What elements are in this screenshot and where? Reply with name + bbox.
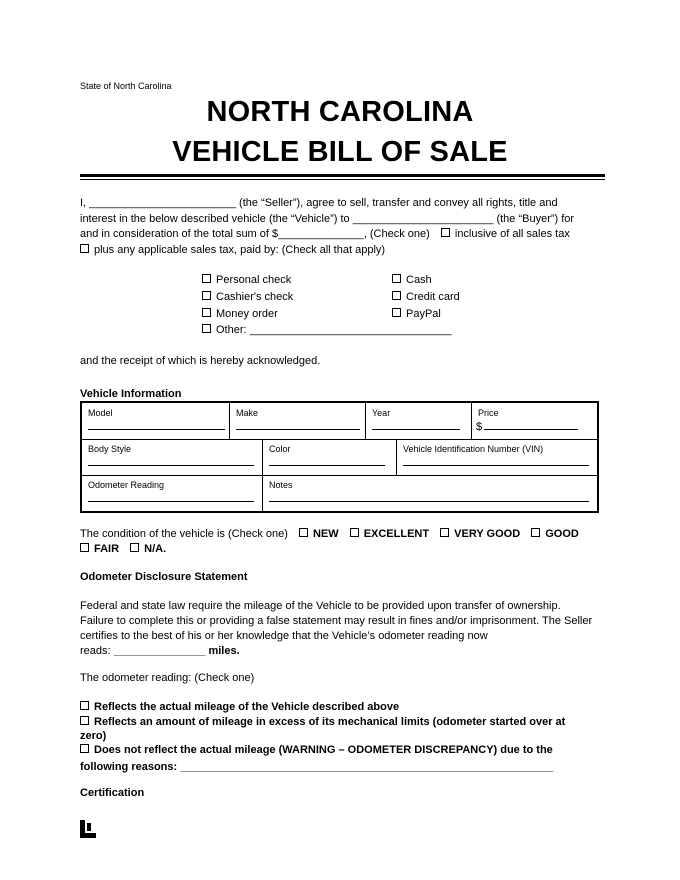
checkbox[interactable] xyxy=(202,274,211,283)
vin-label: Vehicle Identification Number (VIN) xyxy=(403,444,544,454)
brand-logo-icon xyxy=(80,820,96,838)
reads-prefix: reads: xyxy=(80,645,111,657)
dollar-sign: $ xyxy=(476,421,483,433)
payment-personal-check[interactable] xyxy=(202,274,291,286)
year-field-line[interactable] xyxy=(372,429,460,430)
notes-field-line[interactable] xyxy=(269,501,589,502)
payment-label: Other: _________________________________ xyxy=(216,324,452,336)
vin-field-line[interactable] xyxy=(403,465,589,466)
body-style-field-line[interactable] xyxy=(88,465,254,466)
odometer-heading: Odometer Disclosure Statement xyxy=(80,571,248,583)
odometer-field-line[interactable] xyxy=(88,501,254,502)
condition-very-good-label: VERY GOOD xyxy=(454,528,521,540)
make-label: Make xyxy=(236,408,259,418)
odometer-option-excess xyxy=(80,714,565,731)
notes-cell[interactable] xyxy=(263,475,597,511)
intro-line-3 xyxy=(80,226,570,243)
odometer-reads-line xyxy=(80,643,240,660)
checkbox[interactable] xyxy=(392,274,401,283)
checkbox[interactable] xyxy=(392,308,401,317)
state-label: State of North Carolina xyxy=(80,81,172,91)
model-field-line[interactable] xyxy=(88,429,225,430)
payment-label: Credit card xyxy=(406,291,460,303)
year-cell[interactable] xyxy=(366,403,472,439)
payment-paypal[interactable] xyxy=(392,308,441,320)
price-label: Price xyxy=(478,408,499,418)
color-label: Color xyxy=(269,444,291,454)
title-divider-thin xyxy=(80,179,605,180)
body-style-cell[interactable] xyxy=(82,439,263,475)
document-title-line1: NORTH CAROLINA xyxy=(206,96,474,128)
inclusive-tax-checkbox[interactable] xyxy=(441,228,450,237)
odometer-discrepancy-label: Does not reflect the actual mileage (WARNING – ODOMETER DISCREPANCY) due to the xyxy=(94,744,553,756)
table-row xyxy=(82,439,597,476)
condition-na-checkbox[interactable] xyxy=(130,543,139,552)
payment-money-order[interactable] xyxy=(202,308,278,320)
payment-label: PayPal xyxy=(406,308,441,320)
odometer-para-line-2: Failure to complete this or providing a false statement may result in fines and/or imprisonment. The Seller xyxy=(80,615,593,627)
intro-line-1: I, ________________________ (the “Seller”), agree to sell, transfer and convey all rights, title and xyxy=(80,197,558,209)
miles-field[interactable]: _______________ miles. xyxy=(113,645,240,657)
checkbox[interactable] xyxy=(202,308,211,317)
payment-label: Money order xyxy=(216,308,278,320)
payment-credit-card[interactable] xyxy=(392,291,460,303)
inclusive-tax-label: inclusive of all sales tax xyxy=(454,228,570,240)
model-label: Model xyxy=(88,408,113,418)
odometer-reading-cell[interactable] xyxy=(82,475,263,511)
condition-new-checkbox[interactable] xyxy=(299,528,308,537)
condition-na-label: N/A. xyxy=(144,543,167,555)
certification-heading: Certification xyxy=(80,787,145,799)
payment-cashiers-check[interactable] xyxy=(202,291,293,303)
make-cell[interactable] xyxy=(230,403,366,439)
payment-other[interactable] xyxy=(202,324,452,336)
vehicle-info-heading: Vehicle Information xyxy=(80,388,182,400)
payment-label: Cash xyxy=(406,274,432,286)
condition-fair-checkbox[interactable] xyxy=(80,543,89,552)
condition-good-label: GOOD xyxy=(545,528,579,540)
odometer-reading-label: Odometer Reading xyxy=(88,480,165,490)
intro-line-4 xyxy=(80,242,385,259)
condition-very-good-checkbox[interactable] xyxy=(440,528,449,537)
payment-cash[interactable] xyxy=(392,274,432,286)
payment-label: Cashier's check xyxy=(216,291,294,303)
odometer-option-excess-cont: zero) xyxy=(80,730,107,742)
price-field-line[interactable] xyxy=(484,429,578,430)
table-row xyxy=(82,475,597,511)
odometer-para-line-1: Federal and state law require the mileage of the Vehicle to be provided upon transfer of ownership. xyxy=(80,600,561,612)
odometer-para-line-3: certifies to the best of his or her knowledge that the Vehicle’s odometer reading now xyxy=(80,630,488,642)
plus-tax-label: plus any applicable sales tax, paid by: (Check all that apply) xyxy=(94,244,386,256)
odometer-option-discrepancy xyxy=(80,742,553,759)
condition-excellent-label: EXCELLENT xyxy=(363,528,430,540)
odometer-actual-checkbox[interactable] xyxy=(80,701,89,710)
table-row xyxy=(82,403,597,440)
intro-line-3-text: and in consideration of the total sum of $______________, (Check one) xyxy=(80,228,430,240)
checkbox[interactable] xyxy=(202,324,211,333)
odometer-excess-label: Reflects an amount of mileage in excess of its mechanical limits (odometer started over at xyxy=(94,716,566,728)
condition-prefix: The condition of the vehicle is (Check one) xyxy=(80,528,288,540)
condition-good-checkbox[interactable] xyxy=(531,528,540,537)
color-cell[interactable] xyxy=(263,439,397,475)
model-cell[interactable] xyxy=(82,403,230,439)
condition-excellent-checkbox[interactable] xyxy=(350,528,359,537)
odometer-discrepancy-checkbox[interactable] xyxy=(80,744,89,753)
make-field-line[interactable] xyxy=(236,429,360,430)
title-divider-thick xyxy=(80,174,605,177)
checkbox[interactable] xyxy=(392,291,401,300)
odometer-reading-prompt: The odometer reading: (Check one) xyxy=(80,672,255,684)
condition-fair-label: FAIR xyxy=(94,543,120,555)
body-style-label: Body Style xyxy=(88,444,132,454)
condition-new-label: NEW xyxy=(312,528,339,540)
condition-line-2 xyxy=(80,541,166,558)
checkbox[interactable] xyxy=(202,291,211,300)
payment-label: Personal check xyxy=(216,274,292,286)
notes-label: Notes xyxy=(269,480,293,490)
price-cell[interactable] xyxy=(472,403,597,439)
intro-line-2: interest in the below described vehicle (the “Vehicle”) to _______________________ (the “Buyer”) for xyxy=(80,213,575,225)
acknowledgment-text: and the receipt of which is hereby acknowledged. xyxy=(80,355,321,367)
plus-tax-checkbox[interactable] xyxy=(80,244,89,253)
vin-cell[interactable] xyxy=(397,439,597,475)
odometer-excess-checkbox[interactable] xyxy=(80,716,89,725)
color-field-line[interactable] xyxy=(269,465,385,466)
document-title-line2: VEHICLE BILL OF SALE xyxy=(172,136,508,168)
vehicle-info-table xyxy=(80,401,599,513)
year-label: Year xyxy=(372,408,391,418)
odometer-actual-label: Reflects the actual mileage of the Vehicle described above xyxy=(94,701,400,713)
odometer-reasons-line[interactable]: following reasons: _____________________________________________________________ xyxy=(80,761,554,773)
